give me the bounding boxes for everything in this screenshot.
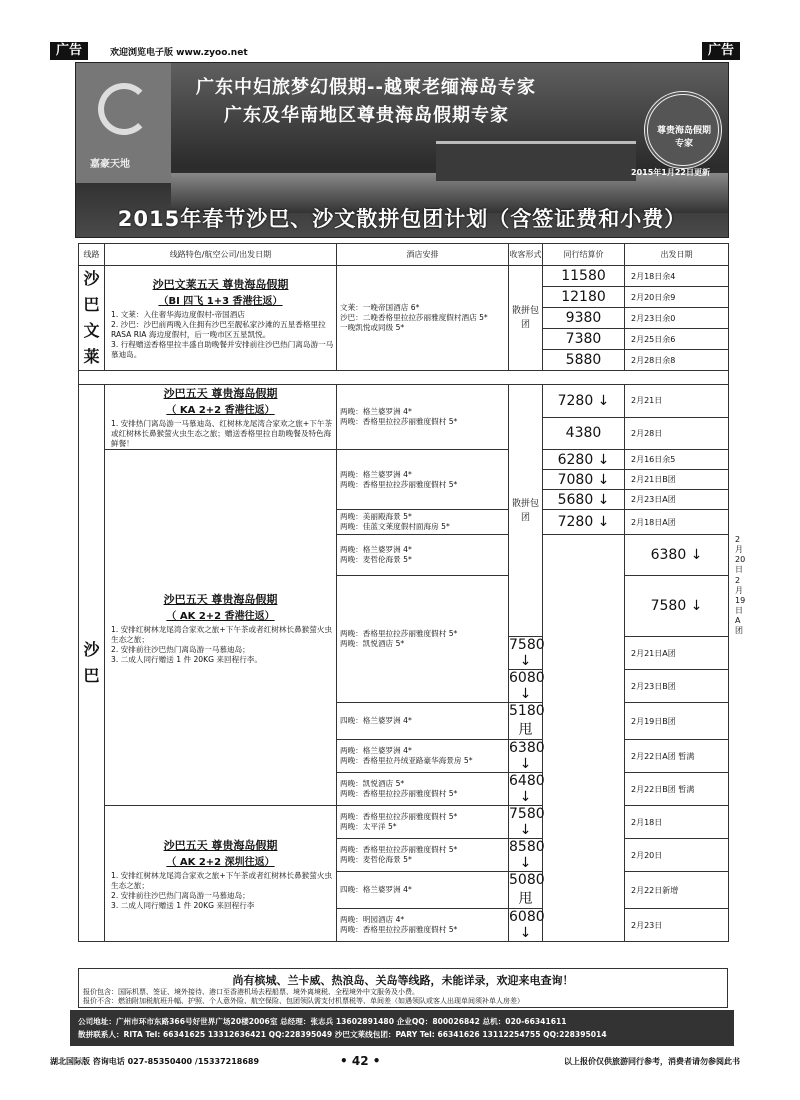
edition-hotline: 湖北国际版 咨询电话 027-85350400 /15337218689 — [50, 1057, 260, 1066]
table-row — [79, 806, 729, 839]
hotel-line: 两晚：麦哲伦海景 5* — [340, 855, 412, 864]
header-hotel: 酒店安排 — [337, 244, 509, 266]
route-subtitle: （ KA 2+2 香港往返） — [166, 405, 275, 416]
hotel-cell — [337, 703, 509, 740]
price: 8580 ↓ — [509, 839, 545, 871]
booking-mode: 散拼包团 — [509, 266, 543, 371]
departure-date: 2月23日余0 — [625, 308, 729, 329]
expert-seal — [644, 91, 722, 169]
updated-date: 2015年1月22日更新 — [631, 168, 710, 177]
header-mode: 收客形式 — [509, 244, 543, 266]
page-number: • 42 • — [340, 1054, 381, 1068]
route-subtitle: （BI 四飞 1+3 香港往返） — [158, 296, 283, 307]
hotel-line: 四晚：格兰婆罗洲 4* — [340, 885, 412, 894]
hotel-cell — [337, 535, 509, 576]
departure-date: 2月19日B团 — [625, 703, 729, 740]
route-subtitle: （ AK 2+2 深圳往返） — [166, 856, 275, 868]
top-bar — [50, 42, 740, 60]
price: 7080 ↓ — [543, 470, 625, 490]
booking-mode-empty — [543, 535, 625, 942]
price: 6380 ↓ — [625, 535, 729, 576]
departure-date: 2月20日余9 — [625, 287, 729, 308]
departure-date: 2月21日B团 — [625, 470, 729, 490]
price: 6080 ↓ — [509, 909, 545, 941]
price-excludes-note: 报价不含：燃油附加税航班升幅、护照、个人意外险、航空保险、包团领队需支付机票税等、单间差（如遇领队或客人出现单间须补单人房差） — [83, 997, 524, 1005]
logo-flower-icon — [98, 83, 150, 135]
route-item: 1. 文莱：入住奢华海边度假村-帝国酒店 — [111, 310, 245, 319]
header-price: 同行结算价 — [543, 244, 625, 266]
route-item: 2. 安排前往沙巴热门离岛游一马慕迪岛； — [111, 644, 250, 654]
route-item: 2. 安排前往沙巴热门离岛游一马慕迪岛； — [111, 890, 250, 900]
hotel-line: 两晚：格兰婆罗洲 4* — [340, 407, 412, 416]
table-row — [79, 450, 729, 470]
departure-date: 2月22日新增 — [625, 872, 729, 909]
hotel-cell — [337, 909, 509, 942]
departure-date: 2月18日 — [625, 806, 729, 839]
hotel-line: 两晚：凯悦酒店 5* — [340, 639, 405, 648]
route-item: 1. 安排红树林龙尾湾合家欢之旅+下午茶或者红树林长鼻猴萤火虫生态之旅； — [111, 624, 333, 644]
route-cell — [105, 266, 337, 371]
price: 7580 ↓ — [625, 576, 729, 637]
company-logo — [76, 63, 171, 183]
departure-date: 2月22日B团 暂满 — [625, 773, 729, 806]
hotel-line: 四晚：格兰婆罗洲 4* — [340, 716, 412, 725]
departure-date: 2月23日B团 — [625, 670, 729, 703]
price: 6280 ↓ — [543, 450, 625, 470]
route-item: 2. 沙巴：沙巴前两晚入住拥有沙巴至靓私家沙滩的五星香格里拉 RASA RIA 海边度假村，后一晚市区五星凯悦。 — [111, 320, 326, 339]
hotel-line: 两晚：香格里拉拉莎丽雅度假村 5* — [340, 479, 458, 489]
region-sabah-brunei: 沙巴文莱 — [79, 266, 105, 371]
price-includes-note: 报价包含：国际机票、签证、境外接待、港口至香港机场去程船票、境外离境税、全程境外中文服务及小费。 — [83, 988, 419, 996]
headline-secondary: 广东及华南地区尊贵海岛假期专家 — [224, 105, 509, 126]
hotel-line: 沙巴：二晚香格里拉拉莎丽雅度假村酒店 5* — [340, 313, 488, 322]
hotel-line: 两晚：麦哲伦海景 5* — [340, 555, 412, 564]
hotel-cell — [337, 773, 509, 806]
hotel-line: 文莱：一晚帝国酒店 6* — [340, 303, 420, 312]
price: 5080 甩 — [509, 872, 545, 907]
hotel-cell — [337, 872, 509, 909]
hotel-line: 两晚：太平洋 5* — [340, 822, 397, 831]
departure-date: 2月22日A团 暂满 — [625, 740, 729, 773]
price: 7580 ↓ — [509, 637, 545, 669]
route-title: 沙巴五天 尊贵海岛假期 — [163, 838, 278, 852]
price: 6080 ↓ — [509, 670, 545, 702]
price: 5680 ↓ — [543, 490, 625, 510]
route-cell — [105, 806, 337, 942]
tour-plan-table — [78, 243, 746, 942]
departure-date: 2月23日A团 — [625, 490, 729, 510]
hotel-line: 两晚：美丽殿海景 5* — [340, 512, 412, 521]
departure-date: 2月25日余6 — [625, 329, 729, 350]
contact-people: 散拼联系人：RITA Tel: 66341625 13312636421 QQ:228395049 沙巴文莱线包团：PARY Tel: 66341626 13112254755 QQ:228395014 — [78, 1030, 607, 1039]
hotel-line: 两晚：格兰婆罗洲 4* — [340, 469, 412, 479]
price: 7580 ↓ — [509, 806, 545, 838]
table-row: 两晚：格兰婆罗洲 4* 两晚：麦哲伦海景 5* 6380 ↓ 2月20日 — [79, 535, 729, 576]
price: 6480 ↓ — [509, 773, 545, 805]
hotel-cell — [337, 450, 509, 510]
price: 9380 — [543, 308, 625, 329]
departure-date: 2月21日A团 — [625, 637, 729, 670]
header-date: 出发日期 — [625, 244, 729, 266]
route-cell — [105, 385, 337, 450]
hotel-line: 两晚：香格里拉拉莎丽雅度假村 5* — [340, 812, 458, 821]
ad-label-left: 广告 — [50, 42, 88, 60]
hotel-cell — [337, 385, 509, 450]
route-title: 沙巴文莱五天 尊贵海岛假期 — [152, 278, 289, 291]
departure-date: 2月28日 — [625, 417, 729, 450]
route-cell — [105, 450, 337, 806]
disclaimer: 以上报价仅供旅游同行参考，消费者请勿参阅此书 — [564, 1057, 740, 1066]
hotel-line: 两晚：香格里拉拉莎丽雅度假村 5* — [340, 845, 458, 854]
route-item: 3. 二成人同行赠送 1 件 20KG 来回程行李 — [111, 900, 255, 910]
price: 6380 ↓ — [509, 740, 545, 772]
departure-date: 2月18日余4 — [625, 266, 729, 287]
section-spacer — [79, 371, 729, 385]
route-item: 3. 行程赠送香格里拉丰盛自助晚餐并安排前往沙巴热门离岛游一马慕迪岛。 — [111, 340, 334, 359]
hotel-cell — [337, 266, 509, 371]
departure-date: 2月16日余5 — [625, 450, 729, 470]
banner — [75, 62, 729, 238]
hotel-line: 一晚凯悦或同级 5* — [340, 323, 405, 332]
hotel-line: 两晚：香格里拉拉莎丽雅度假村 5* — [340, 417, 458, 426]
logo-text: 嘉豪天地 — [90, 159, 130, 170]
hotel-cell — [337, 576, 509, 703]
hotel-line: 两晚：香格里拉丹绒亚路豪华海景房 5* — [340, 756, 473, 765]
hotel-cell — [337, 740, 509, 773]
plan-title: 2015年春节沙巴、沙文散拼包团计划（含签证费和小费） — [117, 207, 687, 231]
price: 7280 ↓ — [543, 385, 625, 418]
hotel-line: 两晚：格兰婆罗洲 4* — [340, 545, 412, 554]
hotel-line: 两晚：佳蓝文莱度假村面海房 5* — [340, 522, 450, 531]
departure-date: 2月20日 — [625, 839, 729, 872]
header-features: 线路特色/航空公司/出发日期 — [105, 244, 337, 266]
more-routes-headline: 尚有槟城、兰卡威、热浪岛、关岛等线路，未能详录，欢迎来电查询！ — [232, 974, 574, 987]
mosque-photo — [436, 141, 636, 181]
page-footer — [50, 1054, 740, 1072]
price: 5880 — [543, 350, 625, 371]
more-routes-box — [78, 968, 728, 1008]
route-item: 1. 安排热门离岛游一马慕迪岛、红树林龙尾湾合家欢之旅+下午茶或红树林长鼻猴萤火虫生态之旅；赠送香格里拉自助晚餐及特色海鲜餐！ — [111, 419, 333, 448]
departure-date: 2月28日余8 — [625, 350, 729, 371]
price: 7380 — [543, 329, 625, 350]
route-subtitle: （ AK 2+2 香港往返） — [166, 610, 275, 622]
route-title: 沙巴五天 尊贵海岛假期 — [163, 387, 278, 400]
price: 4380 — [543, 417, 625, 450]
route-title: 沙巴五天 尊贵海岛假期 — [163, 592, 278, 606]
hotel-line: 两晚：凯悦酒店 5* — [340, 779, 405, 788]
welcome-text[interactable]: 欢迎浏览电子版 www.zyoo.net — [110, 48, 248, 58]
hotel-line: 两晚：香格里拉拉莎丽雅度假村 5* — [340, 629, 458, 638]
departure-date: 2月18日A团 — [625, 510, 729, 535]
price: 7280 ↓ — [543, 510, 625, 535]
booking-mode: 散拼包团 — [509, 385, 543, 637]
departure-date: 2月23日 — [625, 909, 729, 942]
hotel-line: 两晚：香格里拉拉莎丽雅度假村 5* — [340, 789, 458, 798]
route-item: 3. 二成人同行赠送 1 件 20KG 来回程行李。 — [111, 654, 262, 664]
price: 12180 — [543, 287, 625, 308]
region-sabah: 沙巴 — [79, 385, 105, 942]
hotel-line: 两晚：格兰婆罗洲 4* — [340, 746, 412, 755]
headline-primary: 广东中妇旅梦幻假期--越柬老缅海岛专家 — [196, 77, 536, 98]
hotel-cell — [337, 806, 509, 839]
table-row — [79, 385, 729, 418]
contact-bar — [70, 1010, 734, 1046]
table-row — [79, 266, 729, 287]
hotel-cell — [337, 510, 509, 535]
price: 5180 甩 — [509, 703, 545, 738]
departure-date: 2月21日 — [625, 385, 729, 418]
hotel-line: 两晚：香格里拉拉莎丽雅度假村 5* — [340, 925, 458, 934]
table-header-row — [79, 244, 729, 266]
price: 11580 — [543, 266, 625, 287]
ad-label-right: 广告 — [702, 42, 740, 60]
hotel-line: 两晚：明园酒店 4* — [340, 915, 405, 924]
table-row: 两晚：香格里拉拉莎丽雅度假村 5* 两晚：凯悦酒店 5* 7580 ↓ 2月19日A团 — [79, 576, 729, 637]
hotel-cell — [337, 839, 509, 872]
route-item: 1. 安排红树林龙尾湾合家欢之旅+下午茶或者红树林长鼻猴萤火虫生态之旅； — [111, 870, 333, 890]
header-route: 线路 — [79, 244, 105, 266]
seal-text: 尊贵海岛假期专家 — [656, 126, 711, 149]
company-address: 公司地址：广州市环市东路366号好世界广场20楼2006室 总经理：张志兵 13602891480 企业QQ：800026842 总机：020-66341611 — [78, 1017, 567, 1026]
